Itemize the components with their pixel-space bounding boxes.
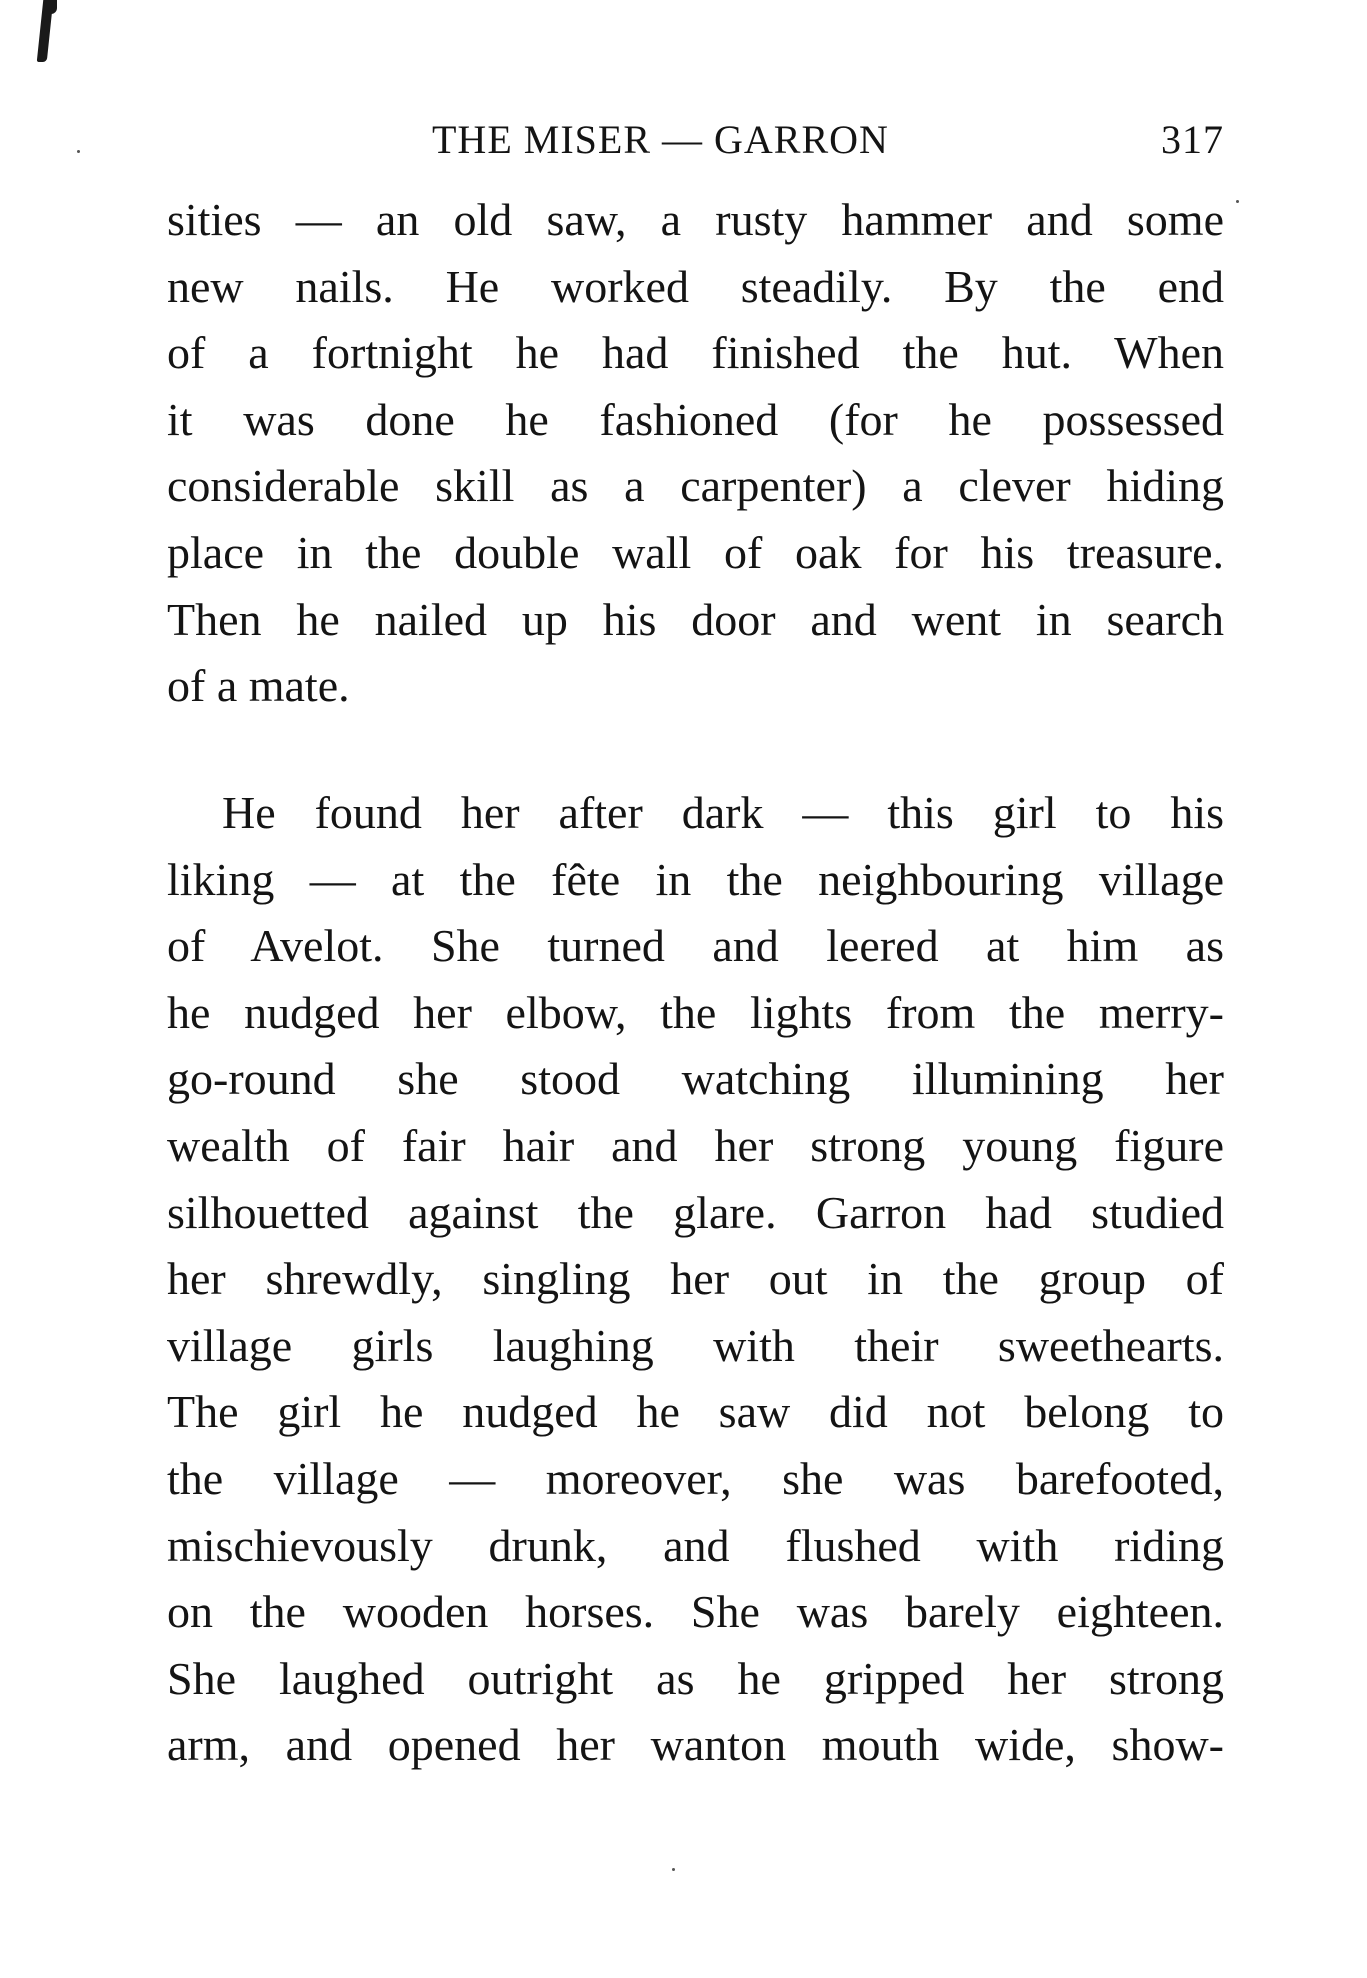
text-line: arm, and opened her wanton mouth wide, show-	[167, 1719, 1224, 1771]
text-line: He found her after dark — this girl to his	[222, 787, 1224, 838]
text-line: The girl he nudged he saw did not belong to	[167, 1386, 1224, 1438]
text-line: her shrewdly, singling her out in the group of	[167, 1253, 1224, 1305]
text-line: sities — an old saw, a rusty hammer and some	[167, 194, 1224, 245]
text-line: mischievously drunk, and flushed with riding	[167, 1519, 1224, 1571]
text-line: go-round she stood watching illumining her	[167, 1053, 1224, 1105]
text-line: wealth of fair hair and her strong young figure	[167, 1119, 1224, 1171]
text-line: Then he nailed up his door and went in search	[167, 593, 1224, 645]
text-line: liking — at the fête in the neighbouring village	[167, 853, 1224, 905]
text-line: it was done he fashioned (for he possessed	[167, 393, 1224, 445]
text-line: considerable skill as a carpenter) a clever hiding	[167, 460, 1224, 512]
text-line: new nails. He worked steadily. By the end	[167, 260, 1224, 312]
text-line: on the wooden horses. She was barely eighteen.	[167, 1586, 1224, 1638]
text-line: of a fortnight he had finished the hut. When	[167, 327, 1224, 379]
text-line: She laughed outright as he gripped her strong	[167, 1652, 1224, 1704]
text-line: of Avelot. She turned and leered at him as	[167, 920, 1224, 972]
text-line: village girls laughing with their sweethearts.	[167, 1319, 1224, 1371]
paragraph	[167, 780, 1224, 1779]
text-line: silhouetted against the glare. Garron had studied	[167, 1186, 1224, 1238]
text-line: of a mate.	[167, 660, 350, 712]
text-line: he nudged her elbow, the lights from the merry-	[167, 986, 1224, 1038]
text-line: the village — moreover, she was barefooted,	[167, 1452, 1224, 1504]
text-line: place in the double wall of oak for his treasure.	[167, 526, 1224, 578]
paper-speck	[672, 1868, 675, 1871]
paper-speck	[77, 150, 80, 153]
running-title: THE MISER — GARRON	[432, 117, 889, 162]
paper-speck	[1236, 200, 1239, 203]
page-number: 317	[1161, 117, 1224, 162]
running-head	[167, 116, 1224, 168]
ink-mark-tail	[50, 0, 57, 14]
paragraph	[167, 187, 1224, 720]
